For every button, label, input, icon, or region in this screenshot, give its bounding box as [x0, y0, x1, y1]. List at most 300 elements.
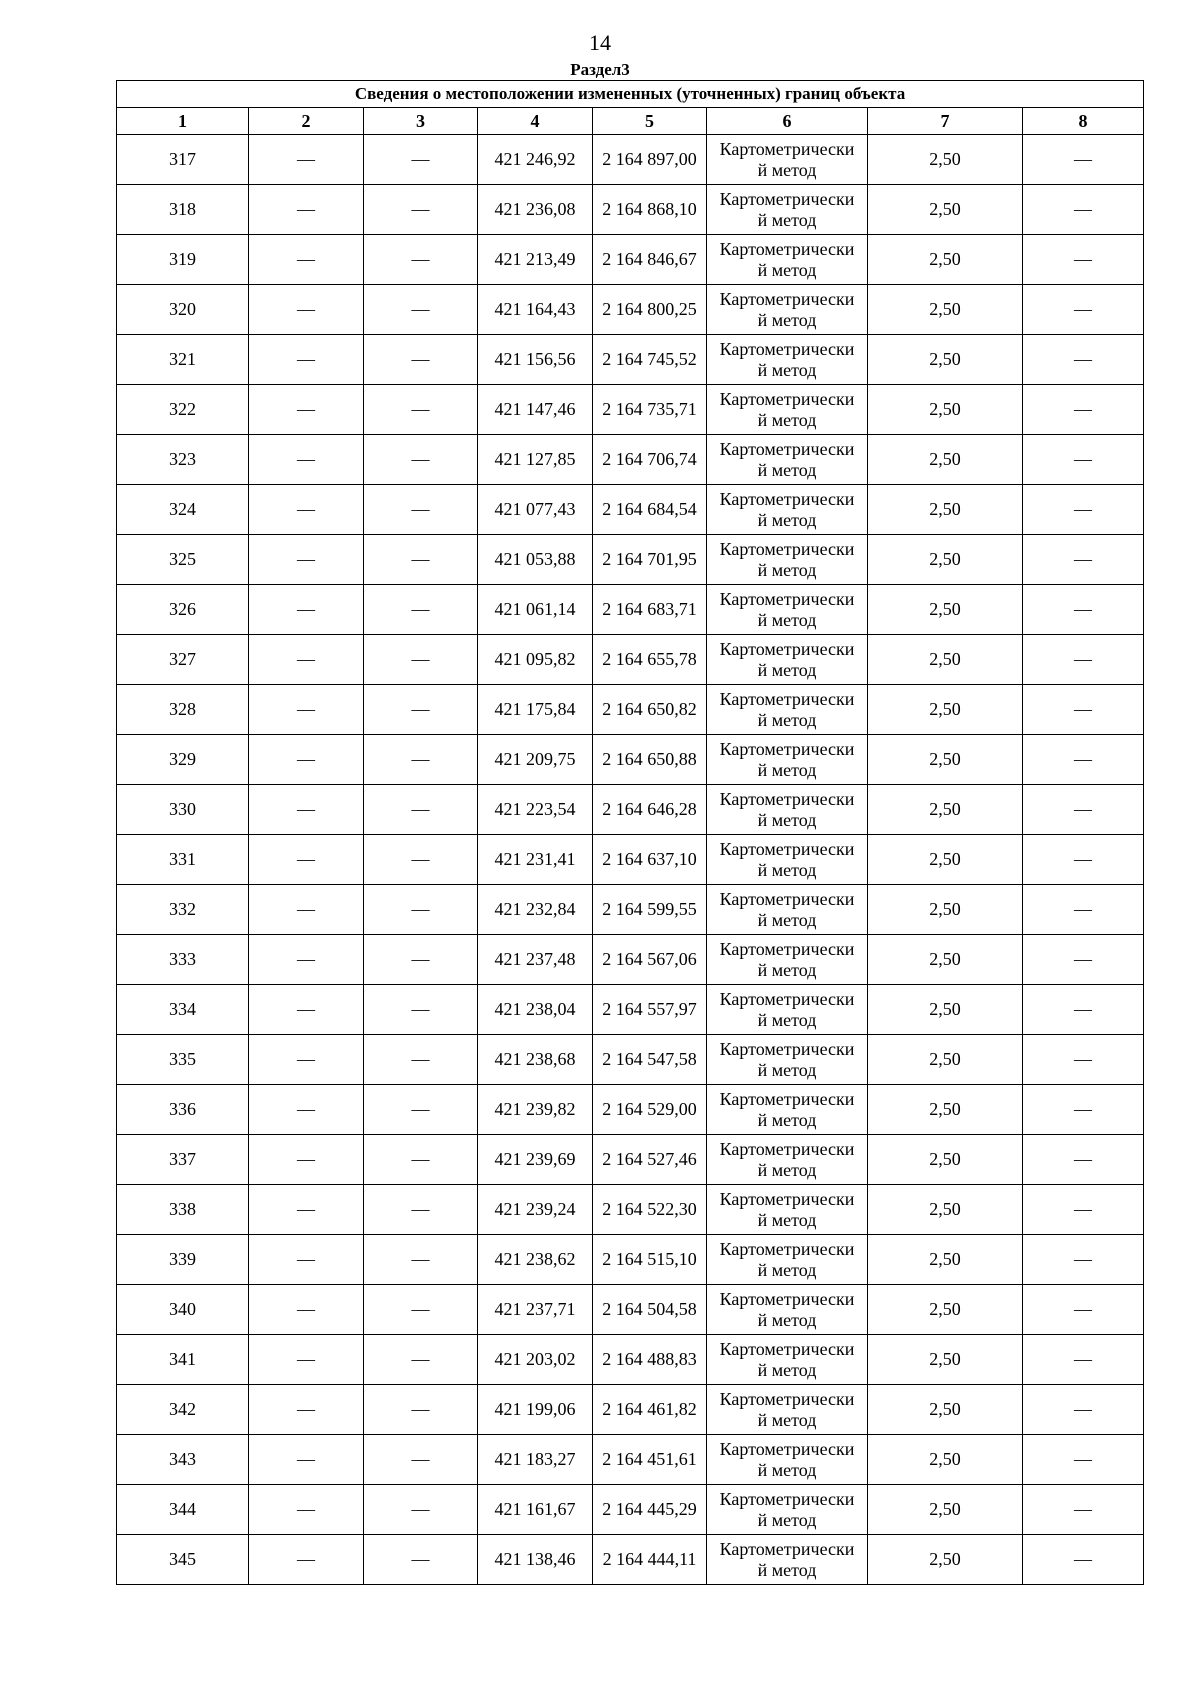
y-coordinate-cell: 2 164 557,97	[593, 985, 707, 1035]
x-coordinate-cell: 421 236,08	[478, 185, 593, 235]
method-text: й метод	[757, 1159, 817, 1180]
method-cell	[707, 735, 868, 785]
column-header: 2	[249, 108, 364, 135]
method-text: й метод	[757, 259, 817, 280]
method-text: Картометрически	[719, 938, 855, 959]
column-header: 1	[117, 108, 249, 135]
empty-cell: —	[249, 1235, 364, 1285]
method-cell	[707, 535, 868, 585]
table-row	[117, 1185, 1144, 1235]
accuracy-cell: 2,50	[868, 1035, 1023, 1085]
table-row	[117, 285, 1144, 335]
method-text: Картометрически	[719, 1438, 855, 1459]
empty-cell: —	[249, 135, 364, 185]
empty-cell: —	[249, 285, 364, 335]
point-number-cell: 339	[117, 1235, 249, 1285]
empty-cell: —	[249, 985, 364, 1035]
method-text: й метод	[757, 209, 817, 230]
method-text: Картометрически	[719, 438, 855, 459]
method-cell	[707, 1335, 868, 1385]
method-text: й метод	[757, 1459, 817, 1480]
empty-cell: —	[249, 535, 364, 585]
x-coordinate-cell: 421 095,82	[478, 635, 593, 685]
method-text: Картометрически	[719, 988, 855, 1009]
method-cell	[707, 635, 868, 685]
table-row	[117, 1435, 1144, 1485]
accuracy-cell: 2,50	[868, 235, 1023, 285]
method-cell	[707, 1535, 868, 1585]
method-cell	[707, 1135, 868, 1185]
method-text: Картометрически	[719, 738, 855, 759]
method-text: й метод	[757, 1309, 817, 1330]
method-text: Картометрически	[719, 188, 855, 209]
method-text: Картометрически	[719, 638, 855, 659]
empty-cell: —	[364, 635, 478, 685]
accuracy-cell: 2,50	[868, 385, 1023, 435]
empty-cell: —	[364, 1035, 478, 1085]
empty-cell: —	[364, 1135, 478, 1185]
table-row	[117, 1085, 1144, 1135]
empty-cell: —	[249, 1385, 364, 1435]
column-header: 8	[1023, 108, 1144, 135]
method-text: й метод	[757, 1059, 817, 1080]
accuracy-cell: 2,50	[868, 1435, 1023, 1485]
empty-cell: —	[249, 235, 364, 285]
empty-cell: —	[364, 435, 478, 485]
y-coordinate-cell: 2 164 706,74	[593, 435, 707, 485]
method-cell	[707, 385, 868, 435]
method-text: Картометрически	[719, 538, 855, 559]
point-number-cell: 336	[117, 1085, 249, 1135]
method-text: й метод	[757, 409, 817, 430]
empty-cell: —	[1023, 1135, 1144, 1185]
table-row	[117, 1135, 1144, 1185]
accuracy-cell: 2,50	[868, 1535, 1023, 1585]
x-coordinate-cell: 421 156,56	[478, 335, 593, 385]
x-coordinate-cell: 421 161,67	[478, 1485, 593, 1535]
method-text: й метод	[757, 159, 817, 180]
empty-cell: —	[364, 1235, 478, 1285]
point-number-cell: 332	[117, 885, 249, 935]
empty-cell: —	[249, 1085, 364, 1135]
empty-cell: —	[1023, 1285, 1144, 1335]
empty-cell: —	[364, 735, 478, 785]
point-number-cell: 326	[117, 585, 249, 635]
method-cell	[707, 285, 868, 335]
x-coordinate-cell: 421 232,84	[478, 885, 593, 935]
y-coordinate-cell: 2 164 547,58	[593, 1035, 707, 1085]
y-coordinate-cell: 2 164 800,25	[593, 285, 707, 335]
method-text: й метод	[757, 1209, 817, 1230]
y-coordinate-cell: 2 164 683,71	[593, 585, 707, 635]
y-coordinate-cell: 2 164 650,88	[593, 735, 707, 785]
method-text: й метод	[757, 509, 817, 530]
empty-cell: —	[1023, 885, 1144, 935]
point-number-cell: 328	[117, 685, 249, 735]
x-coordinate-cell: 421 183,27	[478, 1435, 593, 1485]
column-header: 7	[868, 108, 1023, 135]
empty-cell: —	[364, 485, 478, 535]
x-coordinate-cell: 421 199,06	[478, 1385, 593, 1435]
accuracy-cell: 2,50	[868, 1235, 1023, 1285]
empty-cell: —	[249, 635, 364, 685]
method-text: й метод	[757, 1559, 817, 1580]
y-coordinate-cell: 2 164 650,82	[593, 685, 707, 735]
accuracy-cell: 2,50	[868, 135, 1023, 185]
point-number-cell: 341	[117, 1335, 249, 1385]
y-coordinate-cell: 2 164 599,55	[593, 885, 707, 935]
x-coordinate-cell: 421 213,49	[478, 235, 593, 285]
empty-cell: —	[249, 885, 364, 935]
y-coordinate-cell: 2 164 461,82	[593, 1385, 707, 1435]
empty-cell: —	[364, 935, 478, 985]
method-text: Картометрически	[719, 688, 855, 709]
point-number-cell: 321	[117, 335, 249, 385]
method-text: Картометрически	[719, 1488, 855, 1509]
empty-cell: —	[249, 1135, 364, 1185]
accuracy-cell: 2,50	[868, 485, 1023, 535]
point-number-cell: 343	[117, 1435, 249, 1485]
method-text: Картометрически	[719, 338, 855, 359]
method-text: Картометрически	[719, 1338, 855, 1359]
y-coordinate-cell: 2 164 735,71	[593, 385, 707, 435]
method-cell	[707, 335, 868, 385]
table-row	[117, 785, 1144, 835]
empty-cell: —	[249, 485, 364, 535]
method-cell	[707, 685, 868, 735]
page-number: 14	[589, 30, 611, 55]
empty-cell: —	[364, 535, 478, 585]
accuracy-cell: 2,50	[868, 685, 1023, 735]
empty-cell: —	[1023, 1385, 1144, 1435]
table-row	[117, 435, 1144, 485]
table-row	[117, 685, 1144, 735]
point-number-cell: 340	[117, 1285, 249, 1335]
table-row	[117, 1485, 1144, 1535]
table-row	[117, 1235, 1144, 1285]
y-coordinate-cell: 2 164 451,61	[593, 1435, 707, 1485]
method-cell	[707, 985, 868, 1035]
empty-cell: —	[1023, 385, 1144, 435]
method-cell	[707, 835, 868, 885]
y-coordinate-cell: 2 164 527,46	[593, 1135, 707, 1185]
method-text: й метод	[757, 1509, 817, 1530]
method-text: Картометрически	[719, 138, 855, 159]
empty-cell: —	[1023, 185, 1144, 235]
empty-cell: —	[364, 1185, 478, 1235]
empty-cell: —	[249, 1285, 364, 1335]
empty-cell: —	[1023, 285, 1144, 335]
x-coordinate-cell: 421 127,85	[478, 435, 593, 485]
x-coordinate-cell: 421 223,54	[478, 785, 593, 835]
method-text: й метод	[757, 1409, 817, 1430]
empty-cell: —	[1023, 1035, 1144, 1085]
method-text: й метод	[757, 1259, 817, 1280]
column-header: 4	[478, 108, 593, 135]
table-row	[117, 735, 1144, 785]
accuracy-cell: 2,50	[868, 1335, 1023, 1385]
table-header-row	[117, 108, 1144, 135]
method-text: Картометрически	[719, 1288, 855, 1309]
empty-cell: —	[1023, 1435, 1144, 1485]
empty-cell: —	[249, 585, 364, 635]
method-text: Картометрически	[719, 1038, 855, 1059]
method-cell	[707, 1435, 868, 1485]
x-coordinate-cell: 421 077,43	[478, 485, 593, 535]
method-text: й метод	[757, 609, 817, 630]
empty-cell: —	[249, 1185, 364, 1235]
y-coordinate-cell: 2 164 701,95	[593, 535, 707, 585]
method-text: й метод	[757, 659, 817, 680]
empty-cell: —	[364, 1535, 478, 1585]
method-text: й метод	[757, 959, 817, 980]
empty-cell: —	[364, 585, 478, 635]
column-header: 5	[593, 108, 707, 135]
empty-cell: —	[364, 235, 478, 285]
method-text: й метод	[757, 359, 817, 380]
accuracy-cell: 2,50	[868, 785, 1023, 835]
empty-cell: —	[364, 1285, 478, 1335]
empty-cell: —	[364, 1385, 478, 1435]
method-text: й метод	[757, 759, 817, 780]
method-text: Картометрически	[719, 588, 855, 609]
accuracy-cell: 2,50	[868, 985, 1023, 1035]
x-coordinate-cell: 421 238,04	[478, 985, 593, 1035]
empty-cell: —	[1023, 135, 1144, 185]
method-text: Картометрически	[719, 1238, 855, 1259]
point-number-cell: 318	[117, 185, 249, 235]
x-coordinate-cell: 421 237,48	[478, 935, 593, 985]
y-coordinate-cell: 2 164 567,06	[593, 935, 707, 985]
point-number-cell: 335	[117, 1035, 249, 1085]
x-coordinate-cell: 421 239,24	[478, 1185, 593, 1235]
table-row	[117, 485, 1144, 535]
empty-cell: —	[364, 135, 478, 185]
empty-cell: —	[1023, 1085, 1144, 1135]
table-row	[117, 335, 1144, 385]
method-cell	[707, 185, 868, 235]
x-coordinate-cell: 421 246,92	[478, 135, 593, 185]
empty-cell: —	[364, 385, 478, 435]
column-header: 6	[707, 108, 868, 135]
empty-cell: —	[364, 1485, 478, 1535]
y-coordinate-cell: 2 164 488,83	[593, 1335, 707, 1385]
empty-cell: —	[249, 335, 364, 385]
table-row	[117, 635, 1144, 685]
y-coordinate-cell: 2 164 868,10	[593, 185, 707, 235]
method-cell	[707, 435, 868, 485]
empty-cell: —	[1023, 235, 1144, 285]
y-coordinate-cell: 2 164 529,00	[593, 1085, 707, 1135]
boundary-coordinates-table	[116, 80, 1144, 1585]
table-row	[117, 935, 1144, 985]
empty-cell: —	[249, 685, 364, 735]
empty-cell: —	[1023, 835, 1144, 885]
x-coordinate-cell: 421 209,75	[478, 735, 593, 785]
accuracy-cell: 2,50	[868, 735, 1023, 785]
point-number-cell: 338	[117, 1185, 249, 1235]
empty-cell: —	[1023, 935, 1144, 985]
accuracy-cell: 2,50	[868, 335, 1023, 385]
method-text: й метод	[757, 1009, 817, 1030]
method-cell	[707, 885, 868, 935]
accuracy-cell: 2,50	[868, 1385, 1023, 1435]
x-coordinate-cell: 421 237,71	[478, 1285, 593, 1335]
point-number-cell: 342	[117, 1385, 249, 1435]
accuracy-cell: 2,50	[868, 1085, 1023, 1135]
method-text: й метод	[757, 859, 817, 880]
table-row	[117, 535, 1144, 585]
x-coordinate-cell: 421 147,46	[478, 385, 593, 435]
point-number-cell: 333	[117, 935, 249, 985]
empty-cell: —	[1023, 1185, 1144, 1235]
x-coordinate-cell: 421 239,69	[478, 1135, 593, 1185]
method-text: й метод	[757, 459, 817, 480]
section-title: Раздел3	[570, 60, 630, 79]
accuracy-cell: 2,50	[868, 885, 1023, 935]
empty-cell: —	[1023, 435, 1144, 485]
accuracy-cell: 2,50	[868, 185, 1023, 235]
x-coordinate-cell: 421 138,46	[478, 1535, 593, 1585]
method-cell	[707, 935, 868, 985]
method-cell	[707, 1385, 868, 1435]
empty-cell: —	[249, 1435, 364, 1485]
method-text: Картометрически	[719, 1138, 855, 1159]
accuracy-cell: 2,50	[868, 1185, 1023, 1235]
y-coordinate-cell: 2 164 504,58	[593, 1285, 707, 1335]
empty-cell: —	[249, 735, 364, 785]
y-coordinate-cell: 2 164 522,30	[593, 1185, 707, 1235]
method-cell	[707, 135, 868, 185]
point-number-cell: 344	[117, 1485, 249, 1535]
column-header: 3	[364, 108, 478, 135]
accuracy-cell: 2,50	[868, 1485, 1023, 1535]
method-text: й метод	[757, 1359, 817, 1380]
method-text: Картометрически	[719, 288, 855, 309]
method-text: й метод	[757, 809, 817, 830]
method-cell	[707, 1485, 868, 1535]
x-coordinate-cell: 421 239,82	[478, 1085, 593, 1135]
point-number-cell: 345	[117, 1535, 249, 1585]
table-row	[117, 235, 1144, 285]
empty-cell: —	[249, 935, 364, 985]
method-text: Картометрически	[719, 488, 855, 509]
empty-cell: —	[364, 335, 478, 385]
method-text: й метод	[757, 709, 817, 730]
y-coordinate-cell: 2 164 445,29	[593, 1485, 707, 1535]
method-text: Картометрически	[719, 888, 855, 909]
empty-cell: —	[1023, 735, 1144, 785]
table-row	[117, 1335, 1144, 1385]
accuracy-cell: 2,50	[868, 1285, 1023, 1335]
method-text: Картометрически	[719, 1388, 855, 1409]
table-row	[117, 585, 1144, 635]
empty-cell: —	[1023, 1485, 1144, 1535]
table-row	[117, 1285, 1144, 1335]
method-cell	[707, 235, 868, 285]
table-row	[117, 185, 1144, 235]
y-coordinate-cell: 2 164 745,52	[593, 335, 707, 385]
point-number-cell: 317	[117, 135, 249, 185]
empty-cell: —	[249, 385, 364, 435]
method-text: й метод	[757, 559, 817, 580]
y-coordinate-cell: 2 164 637,10	[593, 835, 707, 885]
x-coordinate-cell: 421 203,02	[478, 1335, 593, 1385]
x-coordinate-cell: 421 053,88	[478, 535, 593, 585]
method-cell	[707, 785, 868, 835]
point-number-cell: 337	[117, 1135, 249, 1185]
accuracy-cell: 2,50	[868, 585, 1023, 635]
table-caption: Сведения о местоположении измененных (уточненных) границ объекта	[117, 81, 1144, 108]
table-row	[117, 135, 1144, 185]
empty-cell: —	[364, 285, 478, 335]
empty-cell: —	[249, 785, 364, 835]
empty-cell: —	[1023, 1235, 1144, 1285]
y-coordinate-cell: 2 164 515,10	[593, 1235, 707, 1285]
empty-cell: —	[249, 1485, 364, 1535]
accuracy-cell: 2,50	[868, 285, 1023, 335]
x-coordinate-cell: 421 231,41	[478, 835, 593, 885]
empty-cell: —	[1023, 685, 1144, 735]
accuracy-cell: 2,50	[868, 635, 1023, 685]
empty-cell: —	[364, 685, 478, 735]
empty-cell: —	[249, 1335, 364, 1385]
empty-cell: —	[1023, 635, 1144, 685]
empty-cell: —	[364, 985, 478, 1035]
empty-cell: —	[1023, 985, 1144, 1035]
y-coordinate-cell: 2 164 444,11	[593, 1535, 707, 1585]
method-cell	[707, 1185, 868, 1235]
table-row	[117, 1535, 1144, 1585]
empty-cell: —	[1023, 1535, 1144, 1585]
point-number-cell: 325	[117, 535, 249, 585]
table-row	[117, 1035, 1144, 1085]
empty-cell: —	[1023, 1335, 1144, 1385]
point-number-cell: 330	[117, 785, 249, 835]
empty-cell: —	[249, 185, 364, 235]
method-text: Картометрически	[719, 788, 855, 809]
empty-cell: —	[1023, 485, 1144, 535]
y-coordinate-cell: 2 164 897,00	[593, 135, 707, 185]
method-text: й метод	[757, 1109, 817, 1130]
empty-cell: —	[249, 1035, 364, 1085]
x-coordinate-cell: 421 238,68	[478, 1035, 593, 1085]
method-cell	[707, 485, 868, 535]
method-text: й метод	[757, 309, 817, 330]
point-number-cell: 327	[117, 635, 249, 685]
method-text: Картометрически	[719, 1188, 855, 1209]
method-cell	[707, 1035, 868, 1085]
method-cell	[707, 585, 868, 635]
method-text: Картометрически	[719, 238, 855, 259]
y-coordinate-cell: 2 164 846,67	[593, 235, 707, 285]
point-number-cell: 331	[117, 835, 249, 885]
empty-cell: —	[364, 885, 478, 935]
empty-cell: —	[1023, 785, 1144, 835]
empty-cell: —	[364, 835, 478, 885]
method-cell	[707, 1085, 868, 1135]
y-coordinate-cell: 2 164 684,54	[593, 485, 707, 535]
empty-cell: —	[249, 435, 364, 485]
empty-cell: —	[364, 1335, 478, 1385]
accuracy-cell: 2,50	[868, 535, 1023, 585]
method-text: й метод	[757, 909, 817, 930]
point-number-cell: 322	[117, 385, 249, 435]
point-number-cell: 324	[117, 485, 249, 535]
empty-cell: —	[249, 1535, 364, 1585]
table-row	[117, 985, 1144, 1035]
table-row	[117, 385, 1144, 435]
